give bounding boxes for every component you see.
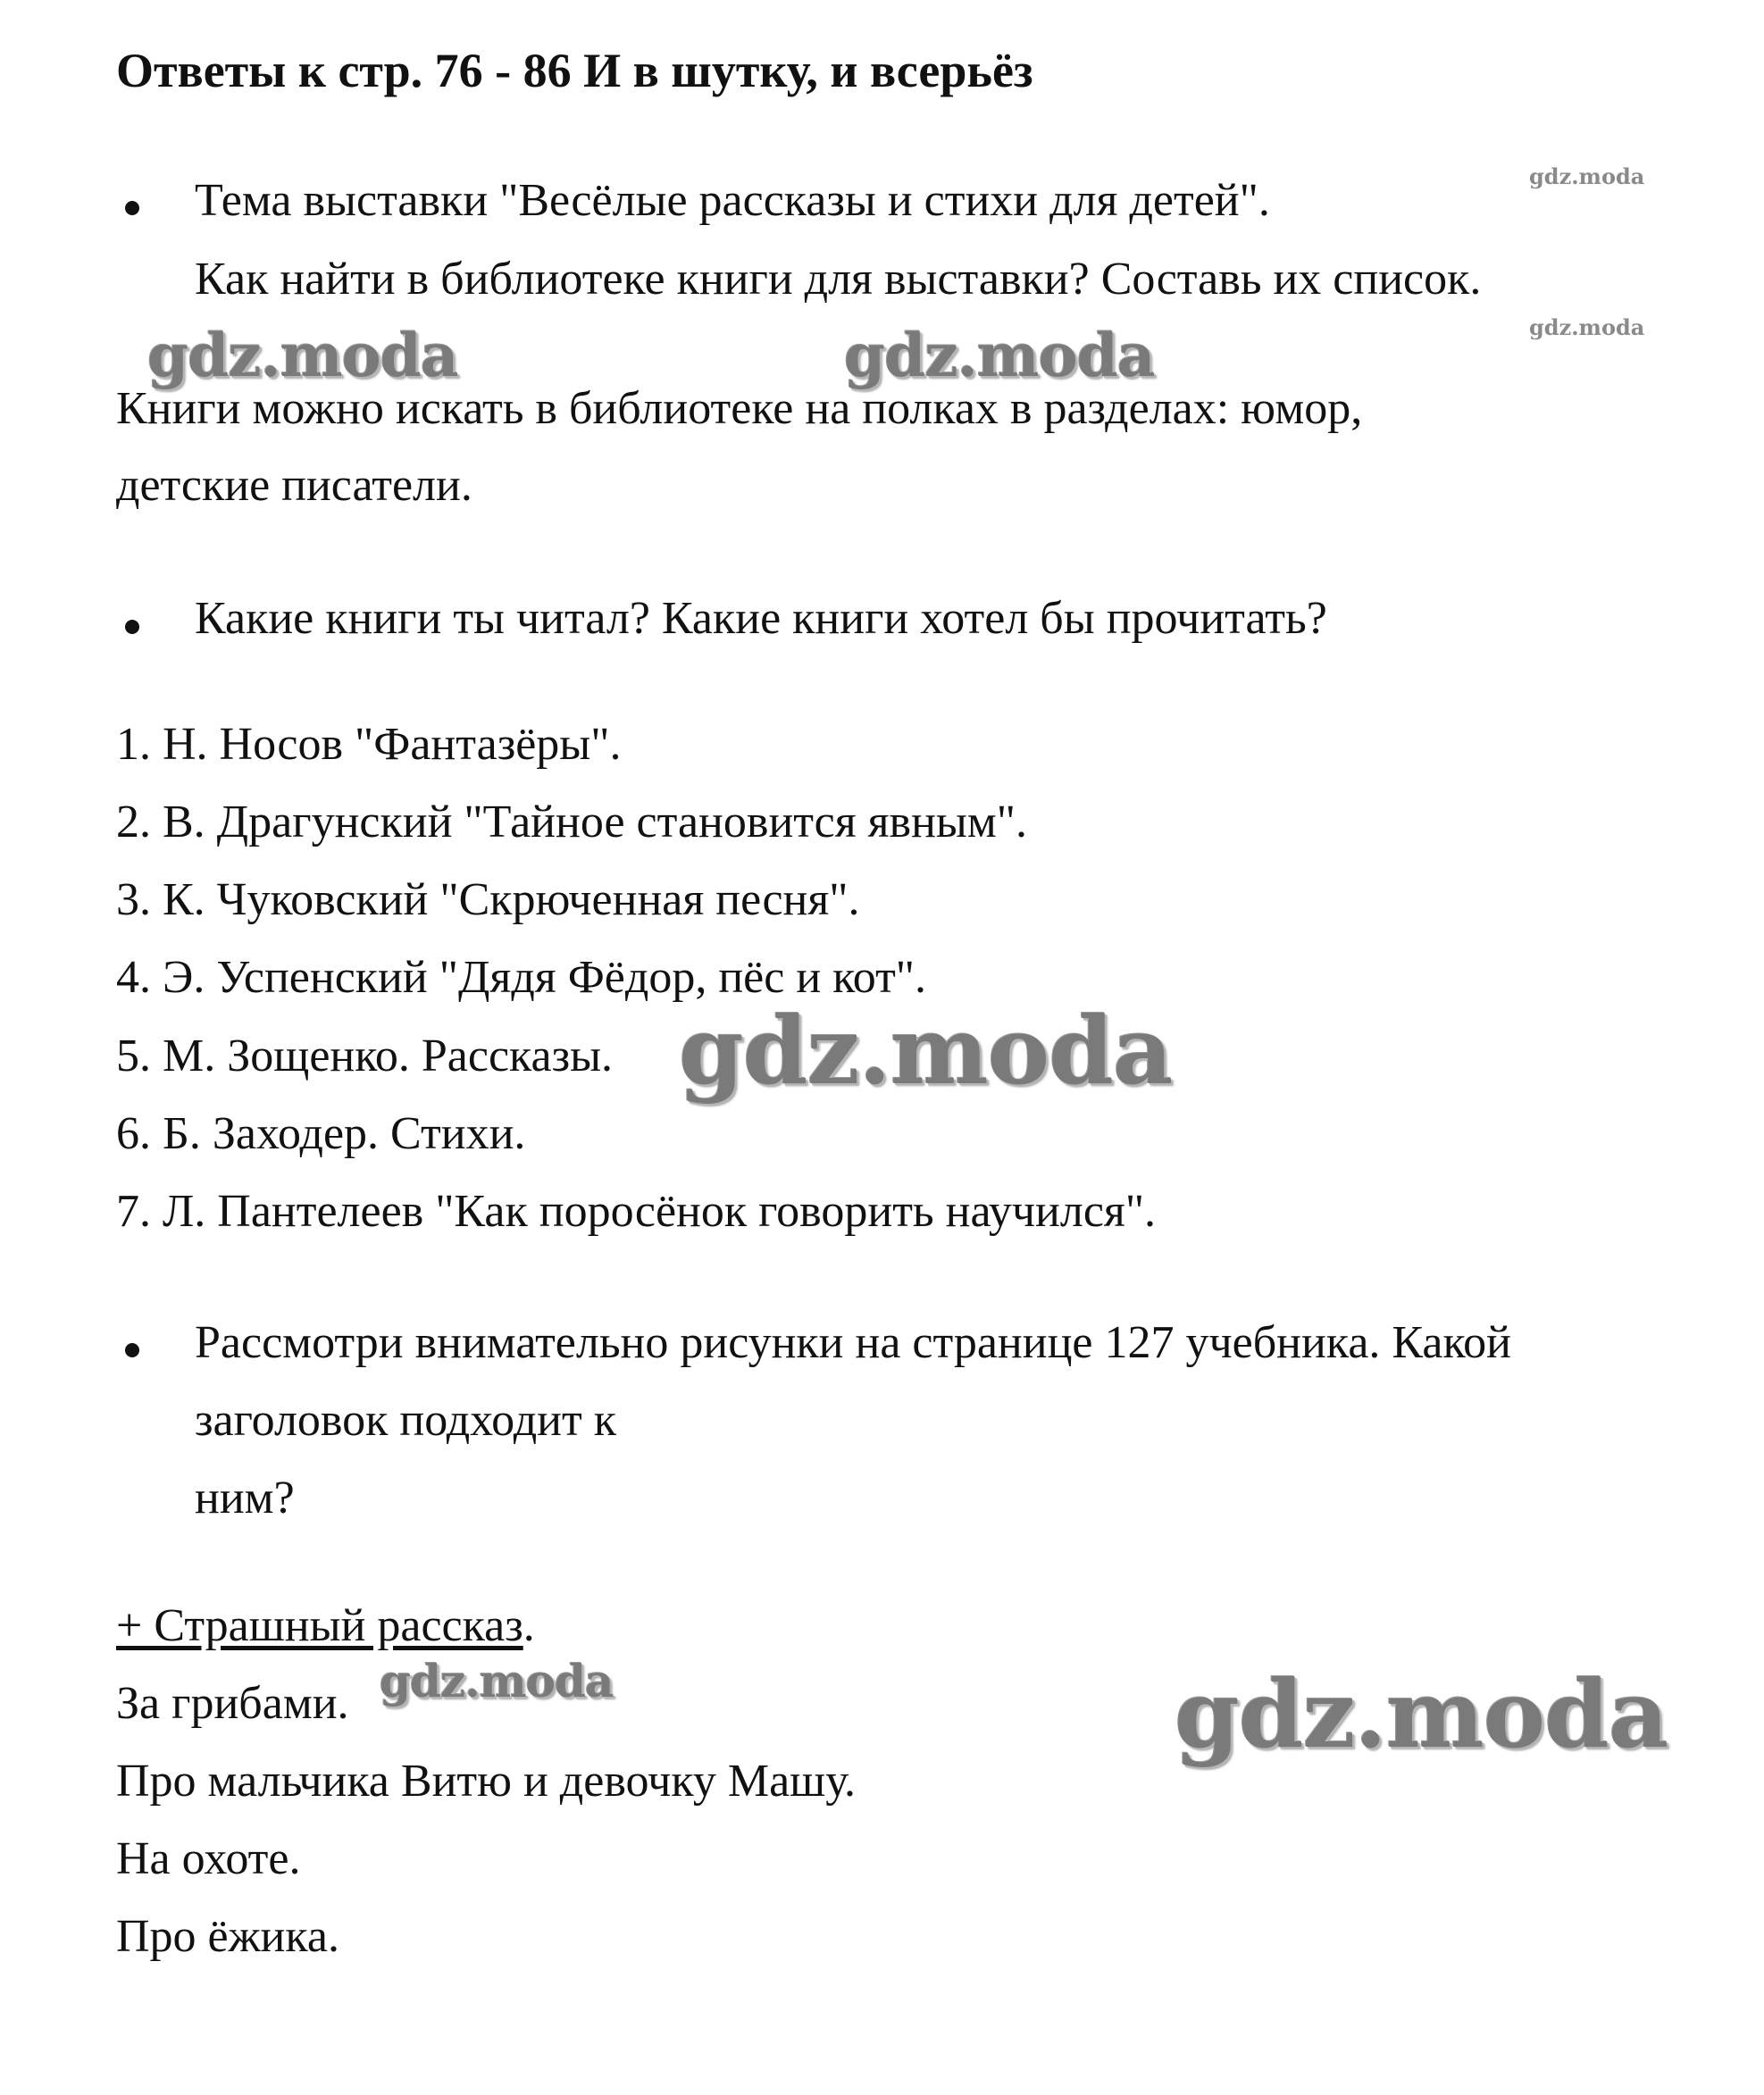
list-item: 6. Б. Заходер. Стихи.: [116, 1108, 526, 1159]
watermark: gdz.moda: [844, 321, 1155, 390]
page-title: Ответы к стр. 76 - 86 И в шутку, и всерьёз: [116, 44, 1033, 97]
answer-option: На охоте.: [116, 1833, 301, 1884]
list-item: 7. Л. Пантелеев "Как поросёнок говорить научился".: [116, 1186, 1157, 1237]
watermark: gdz.moda: [679, 996, 1173, 1106]
watermark: gdz.moda: [380, 1655, 614, 1707]
answer-option: Про мальчика Витю и девочку Машу.: [116, 1756, 857, 1807]
question-line: Как найти в библиотеке книги для выставки? Составь их список.: [195, 254, 1482, 305]
list-item: 3. К. Чуковский "Скрюченная песня".: [116, 874, 860, 925]
answer-option: Про ёжика.: [116, 1911, 339, 1962]
selected-answer: [116, 1600, 535, 1651]
list-item: 5. М. Зощенко. Рассказы.: [116, 1031, 614, 1081]
answer-line: детские писатели.: [116, 460, 472, 511]
selected-answer-text: + Страшный рассказ: [116, 1600, 523, 1651]
list-item: 2. В. Драгунский "Тайное становится явным".: [116, 797, 1027, 847]
list-item: 4. Э. Успенский "Дядя Фёдор, пёс и кот".: [116, 952, 927, 1003]
question-line: ним?: [195, 1473, 295, 1523]
watermark: gdz.moda: [1175, 1659, 1668, 1769]
question-line: Рассмотри внимательно рисунки на странице 127 учебника. Какой: [195, 1317, 1511, 1368]
watermark: gdz.moda: [147, 321, 458, 390]
bullet-marker: [125, 201, 139, 215]
watermark: gdz.moda: [1529, 314, 1645, 340]
answer-line: Книги можно искать в библиотеке на полках в разделах: юмор,: [116, 383, 1363, 434]
bullet-marker: [125, 620, 139, 634]
bullet-marker: [125, 1343, 139, 1357]
list-item: 1. Н. Носов "Фантазёры".: [116, 719, 622, 770]
question-line: Тема выставки "Весёлые рассказы и стихи для детей".: [195, 175, 1270, 226]
watermark: gdz.moda: [1529, 163, 1645, 189]
question-line: Какие книги ты читал? Какие книги хотел бы прочитать?: [195, 593, 1327, 644]
answer-option: За грибами.: [116, 1678, 349, 1729]
question-line: заголовок подходит к: [195, 1395, 616, 1446]
selected-answer-period: .: [523, 1600, 535, 1651]
